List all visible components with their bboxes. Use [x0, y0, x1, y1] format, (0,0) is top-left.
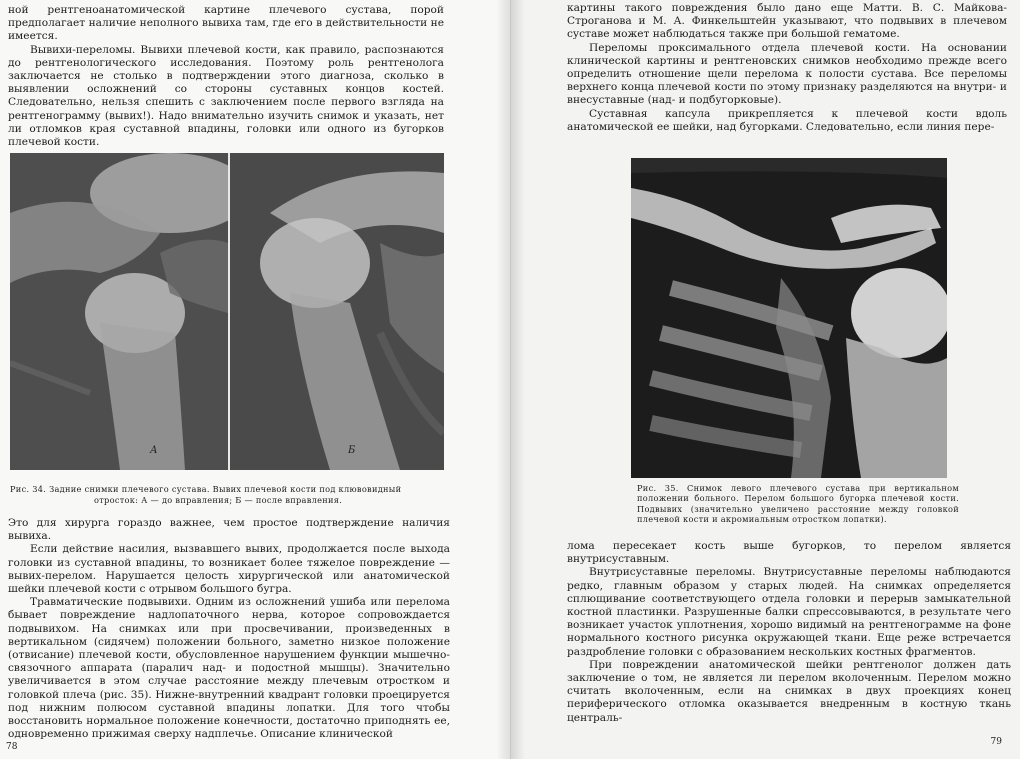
left-paragraph-3: Это для хирурга гораздо важнее, чем простое подтверждение наличия вывиха.: [8, 517, 450, 543]
figure-34-caption-line-1: Рис. 34. Задние снимки плечевого сустава. Вывих плечевой кости под клювовидный: [10, 484, 402, 494]
xray-35-drawing: [631, 158, 947, 478]
xray-image-b: [230, 153, 444, 470]
page-number-right: 79: [990, 737, 1002, 747]
right-paragraph-3: Суставная капсула прикрепляется к плечевой кости вдоль анатомической ее шейки, над бугорками. Следовательно, если линия пере-: [567, 107, 1007, 133]
gutter-shadow-right: [511, 0, 525, 759]
gutter-shadow-left: [496, 0, 510, 759]
right-paragraph-6: При повреждении анатомической шейки рентгенолог должен дать заключение о том, не является ли перелом вколоченным. Перелом можно считать вколоченным, если на снимках в двух проекциях конец периферического отломка оказывается внедренным в костную ткань централь-: [567, 658, 1011, 724]
right-paragraph-4: лома пересекает кость выше бугорков, то перелом является внутрисуставным.: [567, 540, 1011, 566]
left-paragraph-5: Травматические подвывихи. Одним из осложнений ушиба или перелома бывает повреждение надлопаточного нерва, которое сопровождается подвывихом. На снимках или при просвечивании, произведенных в вертикальном (сидячем) положении больного, заметно низкое положение (отвисание) плечевой кости, обусловленное нарушением функции мышечно-связочного аппарата (паралич над- и подостной мышцы). Значительно увеличивается в этом случае расстояние между плечевым отростком и головкой плеча (рис. 35). Нижне-внутренний квадрант головки проецируется под нижним полюсом суставной впадины лопатки. Для того чтобы восстановить нормальное положение конечности, достаточно приподнять ее, одновременно прижимая сверху надплечье. Описание клинической: [8, 596, 450, 741]
right-bottom-text: [567, 540, 1011, 725]
figure-35-caption: Рис. 35. Снимок левого плечевого сустава при вертикальном положении больного. Перелом большого бугорка плечевой кости. Подвывих (значительно увеличено расстояние между головкой плечевой кости и акромиальным отростком лопатки).: [637, 483, 959, 525]
right-paragraph-1: картины такого повреждения было дано еще Матти. В. С. Майкова-Строганова и М. А. Финкельштейн указывают, что подвывих в плечевом суставе может наблюдаться также при большой гематоме.: [567, 2, 1007, 41]
page-number-left: 78: [6, 742, 18, 752]
left-paragraph-2: Вывихи-переломы. Вывихи плечевой кости, как правило, распознаются до рентгенологического исследования. Поэтому роль рентгенолога заключается не столько в подтверждении этого диагноза, сколько в выявлении осложнений со стороны суставных концов костей. Следовательно, нельзя спешить с заключением после первого взгляда на рентгенограмму (вывих!). Надо внимательно изучить снимок и указать, нет ли отломков края суставной впадины, головки или одного из бугорков плечевой кости.: [8, 43, 444, 149]
left-bottom-text: [8, 517, 450, 741]
left-paragraph-4: Если действие насилия, вызвавшего вывих, продолжается после выхода головки из суставной впадины, то возникает более тяжелое повреждение — вывих-перелом. Нарушается целость хирургической или анатомической шейки плечевой кости с отрывом большого бугра.: [8, 543, 450, 596]
left-paragraph-1: ной рентгеноанатомической картине плечевого сустава, порой предполагает наличие неполного вывиха там, где его в действительности не имеется.: [8, 4, 444, 43]
right-paragraph-2: Переломы проксимального отдела плечевой кости. На основании клинической картины и рентгеновских снимков необходимо прежде всего определить отношение щели перелома к полости сустава. Все переломы верхнего конца плечевой кости по этому признаку разделяются на внутри- и внесуставные (над- и подбугорковые).: [567, 41, 1007, 107]
right-top-text: [567, 2, 1007, 134]
figure-34: [10, 153, 444, 470]
figure-34-caption: [10, 484, 450, 505]
right-page: [510, 0, 1020, 759]
xray-b-drawing: [230, 153, 444, 470]
xray-image-a: [10, 153, 228, 470]
figure-34-caption-line-2: отросток: А — до вправления; Б — после вправления.: [94, 494, 343, 505]
xray-label-a: А: [150, 445, 158, 456]
right-paragraph-5: Внутрисуставные переломы. Внутрисуставные переломы наблюдаются редко, главным образом у старых людей. На снимках определяется сплющивание соответствующего отдела головки и перерыв замыкательной костной пластинки. Разрушенные балки спрессовываются, в результате чего возникает участок уплотнения, хорошо видимый на рентгенограмме на фоне нормального костного рисунка окружающей ткани. Еще реже встречается раздробление головки с образованием нескольких костных фрагментов.: [567, 566, 1011, 658]
xray-a-drawing: [10, 153, 228, 470]
xray-label-b: Б: [348, 445, 356, 456]
figure-35: [631, 158, 947, 478]
left-top-text: [8, 4, 444, 149]
